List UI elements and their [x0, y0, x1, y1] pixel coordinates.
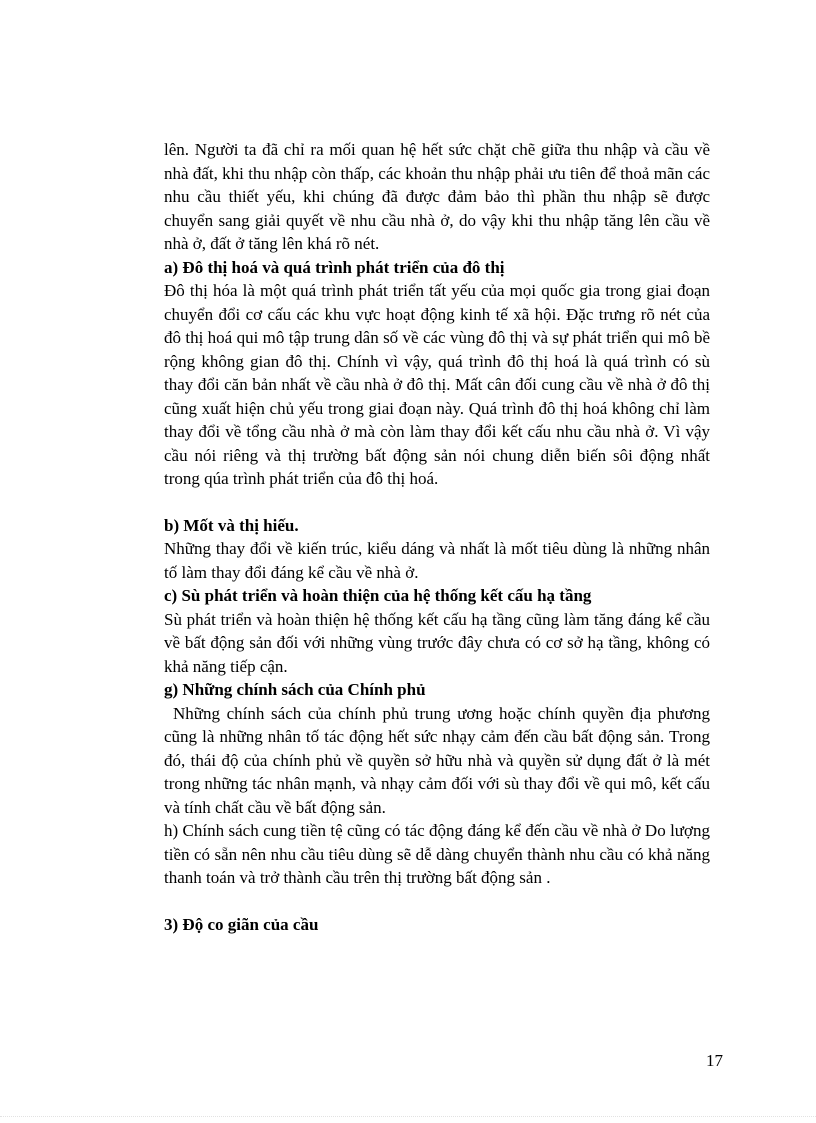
section-a-heading: a) Đô thị hoá và quá trình phát triển của đô thị — [164, 257, 505, 277]
spacer — [164, 491, 710, 514]
section-h-body: h) Chính sách cung tiền tệ cũng có tác động đáng kể đến cầu về nhà ở Do lượng tiền có sẵn nên nhu cầu tiêu dùng sẽ dễ dàng chuyển thành nhu cầu có khả năng thanh toán và trở thành cầu trên thị trường bất động sản . — [164, 821, 710, 887]
spacer — [164, 890, 710, 913]
page-number: 17 — [706, 1051, 723, 1070]
section-b-body: Những thay đổi về kiến trúc, kiểu dáng và nhất là mốt tiêu dùng là những nhân tố làm thay đổi đáng kể cầu về nhà ở. — [164, 539, 710, 582]
section-a-body: Đô thị hóa là một quá trình phát triển tất yếu của mọi quốc gia trong giai đoạn chuyển đổi cơ cấu các khu vực hoạt động kinh tế xã hội. Đặc trưng rõ nét của đô thị hoá qui mô tập trung dân số về các vùng đô thị và sự phát triển qui mô bề rộng không gian đô thị. Chính vì vậy, quá trình đô thị hoá là quá trình có sù thay đổi căn bản nhất về cầu nhà ở đô thị. Mất cân đối cung cầu về nhà ở đô thị cũng xuất hiện chủ yếu trong giai đoạn này. Quá trình đô thị hoá không chỉ làm thay đổi về tổng cầu nhà ở mà còn làm thay đổi kết cấu nhu cầu nhà ở. Vì vậy cầu nói riêng và thị trường bất động sản nói chung diễn biến sôi động nhất trong qúa trình phát triển của đô thị hoá. — [164, 281, 710, 488]
section-b-heading: b) Mốt và thị hiếu. — [164, 515, 299, 535]
bottom-divider — [0, 1116, 816, 1117]
document-page — [164, 138, 710, 936]
section-c-body: Sù phát triển và hoàn thiện hệ thống kết cấu hạ tầng cũng làm tăng đáng kể cầu về bất động sản đối với những vùng trước đây chưa có cơ sở hạ tầng, không có khả năng tiếp cận. — [164, 609, 710, 676]
intro-paragraph: lên. Người ta đã chỉ ra mối quan hệ hết sức chặt chẽ giữa thu nhập và cầu về nhà đất, khi thu nhập còn thấp, các khoản thu nhập phải ưu tiên để thoả mãn các nhu cầu thiết yếu, khi chúng đã được đảm bảo thì phần thu nhập sẽ được chuyển sang giải quyết về nhu cầu nhà ở, do vậy khi thu nhập tăng lên cầu về nhà ở, đất ở tăng lên khá rõ nét. — [164, 140, 710, 253]
section-g-body: Những chính sách của chính phủ trung ương hoặc chính quyền địa phương cũng là những nhân tố tác động hết sức nhạy cảm đến cầu bất động sản. Trong đó, thái độ của chính phủ về quyền sở hữu nhà và quyền sử dụng đất ở là mét trong những tác nhân mạnh, và nhạy cảm đối với sù thay đổi về qui mô, kết cấu và tính chất cầu về bất động sản. — [164, 703, 710, 817]
section-c-heading: c) Sù phát triển và hoàn thiện của hệ thống kết cấu hạ tầng — [164, 586, 592, 605]
section-3-heading: 3) Độ co giãn của cầu — [164, 914, 319, 934]
section-g-heading: g) Những chính sách của Chính phủ — [164, 680, 426, 699]
